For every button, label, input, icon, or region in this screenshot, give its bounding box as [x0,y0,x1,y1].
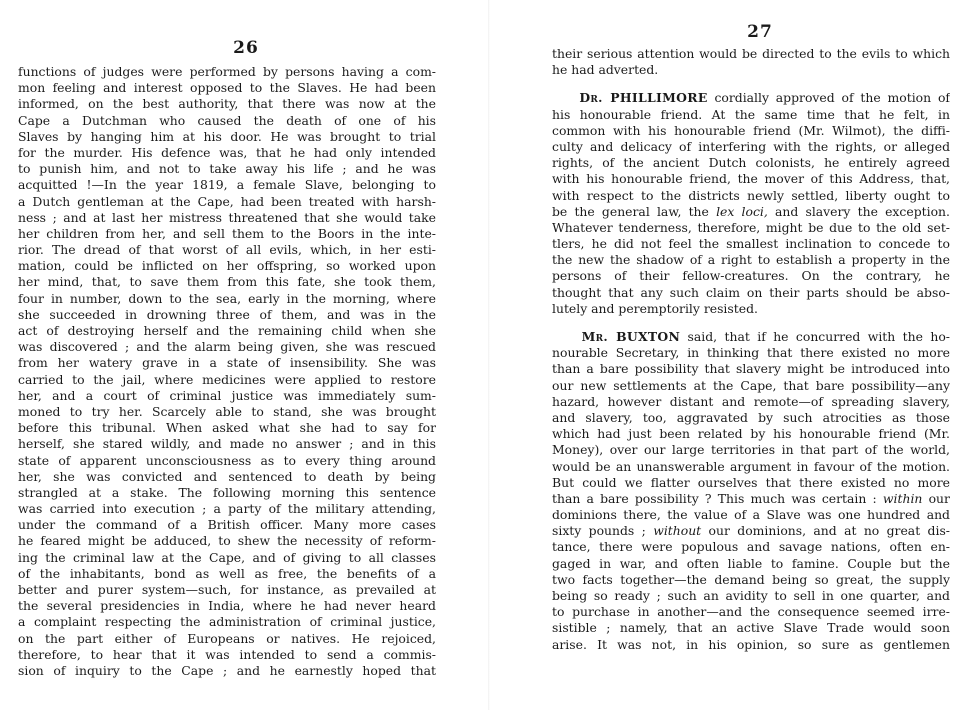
paragraph-first-line [552,329,950,345]
paragraph-first-line [552,90,950,106]
text-line: her, she was convicted and sentenced to death by being [18,468,436,484]
line-text: than a bare possibility ? This much was certain : [552,490,877,506]
text-line: tlers, he did not feel the smallest inclination to concede to [552,236,950,252]
text-line: was carried into execution ; a party of the military attending, [18,501,436,517]
line-text: our dominions, and at no great dis- [708,523,950,539]
text-line: act of destroying herself and the remaining child when she [18,323,436,338]
text-line: to purchase in another—and the consequence seemed irre- [552,604,950,620]
text-line: from her watery grave in a state of insensibility. She was [18,355,436,371]
text-line: she succeeded in drowning three of them, and was in the [18,306,436,322]
speaker-name: Dr. PHILLIMORE [579,90,708,106]
text-line: a Dutch gentleman at the Cape, had been treated with harsh- [18,193,436,209]
text-line: Slaves by hanging him at his door. He was brought to trial [18,128,436,144]
text-line: better and purer system—such, for instance, as prevailed at [18,582,436,597]
text-line: lutely and peremptorily resisted. [552,300,758,316]
text-line: sistible ; namely, that an active Slave Trade would soon [552,620,950,636]
text-line: his honourable friend. At the same time that he felt, in [552,106,950,122]
text-line: But could we flatter ourselves that there existed no more [552,474,950,490]
right-page [552,0,950,710]
line-text: be the general law, the [552,203,709,219]
page-number-right: 27 [747,22,773,42]
text-line: for the murder. His defence was, that he had only intended [18,144,436,160]
text-line: he had adverted. [552,62,659,78]
text-line: of the inhabitants, bond as well as free, the benefits of a [18,565,436,581]
text-line: before this tribunal. When asked what she had to say for [18,420,436,436]
text-line: mon feeling and interest opposed to the Slaves. He had been [18,80,436,96]
buxton-paragraph [552,329,950,653]
text-line: rior. The dread of that worst of all evils, which, in her esti- [18,242,436,258]
paragraph-gap [552,317,950,329]
speaker-name: Mr. BUXTON [581,329,681,344]
right-page-text [552,46,950,653]
text-line: their serious attention would be directed to the evils to which [552,46,950,61]
italic-phrase: lex loci, [716,203,768,219]
paragraph-lines [552,220,950,317]
text-line: arise. It was not, in his opinion, so sure as gentlemen [552,636,950,652]
first-line-text: cordially approved of the motion of [714,90,950,106]
text-line: tance, there were populous and savage nations, often en- [552,539,950,555]
text-line: the several presidencies in India, where he had never heard [18,598,436,614]
text-line: her mind, that, to save them from this fate, she took them, [18,274,436,290]
text-line: strangled at a stake. The following morning this sentence [18,484,436,500]
text-line: gaged in war, and often liable to famine. Couple but the [552,555,950,571]
text-line: persons of their fellow-creatures. On the contrary, he [552,268,950,284]
text-line: with respect to the districts newly settled, liberty ought to [552,187,950,203]
line-text: our [928,490,950,506]
text-line: dominions there, the value of a Slave was one hundred and [552,507,950,523]
text-line: he feared might be adduced, to shew the necessity of reform- [18,533,436,549]
text-line: ing the criminal law at the Cape, and of giving to all classes [18,549,436,565]
italic-line [552,491,950,507]
paragraph-lines [552,107,950,204]
gutter [488,0,490,710]
text-line: a complaint respecting the administration of criminal justice, [18,614,436,630]
text-line: her, and a court of criminal justice was immediately sum- [18,387,436,403]
text-line: nourable Secretary, in thinking that there existed no more [552,345,950,361]
text-line: two facts together—the demand being so great, the supply [552,571,950,587]
text-line: herself, she stared wildly, and made no answer ; and in this [18,436,436,452]
text-line: would be an unanswerable argument in favour of the motion. [552,458,950,474]
text-line: four in number, down to the sea, early in the morning, where [18,290,436,306]
text-line: carried to the jail, where medicines were applied to restore [18,371,436,387]
line-text: and slavery the exception. [774,203,950,219]
text-line: which had just been related by his honourable friend (Mr. [552,426,950,442]
text-line: with his honourable friend, the mover of this Address, that, [552,171,950,187]
text-line: hazard, however distant and remote—of spreading slavery, [552,393,950,409]
text-line: informed, on the best authority, that there was now at the [18,96,436,112]
left-page [18,0,436,710]
italic-word: within [882,490,923,506]
text-line: functions of judges were performed by persons having a com- [18,64,436,79]
text-line: being so ready ; such an avidity to sell in one quarter, and [552,588,950,603]
text-line: moned to try her. Scarcely able to stand, she was brought [18,403,436,419]
text-line: her children from her, and sell them to the Boors in the inte- [18,225,436,241]
text-line: thought that any such claim on their parts should be abso- [552,284,950,300]
text-line: rights, of the ancient Dutch colonists, he entirely agreed [552,155,950,171]
phillimore-paragraph [552,90,950,317]
paragraph-gap [552,78,950,90]
page-number-left: 26 [233,38,259,58]
text-line: on the part either of Europeans or natives. He rejoiced, [18,630,436,646]
paragraph-lines [552,539,950,652]
italic-line [552,204,950,220]
text-line: mation, could be inflicted on her offspring, so worked upon [18,258,436,274]
text-line: and slavery, too, aggravated by such atrocities as those [552,409,950,425]
text-line: ness ; and at last her mistress threatened that she would take [18,209,436,225]
text-line: our new settlements at the Cape, that bare possibility—any [552,377,950,393]
text-line: therefore, to hear that it was intended to send a commis- [18,646,436,662]
text-line: Cape a Dutchman who caused the death of one of his [18,112,436,128]
text-line: culty and delicacy of interfering with the rights, or alleged [552,138,950,154]
text-line: Money), over our large territories in that part of the world, [552,442,950,458]
text-line: Whatever tenderness, therefore, might be due to the old set- [552,219,950,235]
text-line: was discovered ; and the alarm being given, she was rescued [18,339,436,355]
text-line: sion of inquiry to the Cape ; and he earnestly hoped that [18,662,436,678]
first-line-text: said, that if he concurred with the ho- [687,329,950,344]
paragraph-lines [552,345,950,491]
left-page-text [18,64,436,679]
continued-paragraph [552,46,950,78]
text-line: under the command of a British officer. Many more cases [18,517,436,533]
text-line: acquitted !—In the year 1819, a female Slave, belonging to [18,177,436,193]
italic-line [552,523,950,539]
text-line: state of apparent unconsciousness as to every thing around [18,452,436,468]
text-line: common with his honourable friend (Mr. Wilmot), the diffi- [552,122,950,138]
line-text: sixty pounds ; [552,523,646,539]
text-line: the new the shadow of a right to establish a property in the [552,252,950,268]
text-line: than a bare possibility that slavery might be introduced into [552,361,950,377]
italic-word: without [653,523,702,539]
text-line: to punish him, and not to take away his life ; and he was [18,161,436,177]
